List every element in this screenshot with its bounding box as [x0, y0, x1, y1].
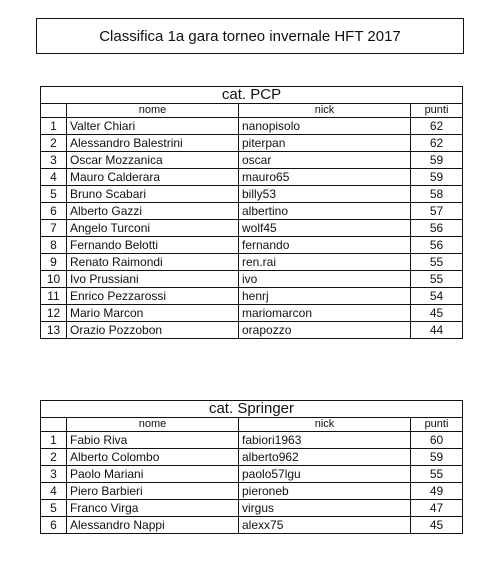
- rank-cell: 11: [41, 288, 67, 305]
- points-cell: 59: [411, 169, 463, 186]
- table-cat-pcp: [40, 86, 463, 339]
- rank-cell: 13: [41, 322, 67, 339]
- table-row: [41, 169, 463, 186]
- nick-cell: fabiori1963: [239, 432, 411, 449]
- table-row: [41, 483, 463, 500]
- table-row: [41, 135, 463, 152]
- points-cell: 62: [411, 135, 463, 152]
- table-row: [41, 432, 463, 449]
- points-cell: 56: [411, 237, 463, 254]
- points-cell: 62: [411, 118, 463, 135]
- points-cell: 45: [411, 517, 463, 534]
- table-row: [41, 288, 463, 305]
- points-cell: 49: [411, 483, 463, 500]
- name-cell: Valter Chiari: [67, 118, 239, 135]
- table-row: [41, 237, 463, 254]
- name-cell: Piero Barbieri: [67, 483, 239, 500]
- rank-cell: 5: [41, 186, 67, 203]
- category-title: cat. Springer: [41, 401, 463, 418]
- points-cell: 58: [411, 186, 463, 203]
- name-cell: Franco Virga: [67, 500, 239, 517]
- nick-cell: fernando: [239, 237, 411, 254]
- name-cell: Angelo Turconi: [67, 220, 239, 237]
- name-cell: Orazio Pozzobon: [67, 322, 239, 339]
- name-cell: Paolo Mariani: [67, 466, 239, 483]
- column-header-nick: nick: [239, 104, 411, 118]
- nick-cell: orapozzo: [239, 322, 411, 339]
- name-cell: Alberto Colombo: [67, 449, 239, 466]
- rank-cell: 12: [41, 305, 67, 322]
- points-cell: 59: [411, 449, 463, 466]
- table-row: [41, 305, 463, 322]
- table-cat-springer: [40, 400, 463, 534]
- points-cell: 45: [411, 305, 463, 322]
- nick-cell: alexx75: [239, 517, 411, 534]
- rank-cell: 4: [41, 169, 67, 186]
- points-cell: 55: [411, 254, 463, 271]
- name-cell: Alessandro Nappi: [67, 517, 239, 534]
- nick-cell: paolo57lgu: [239, 466, 411, 483]
- table-row: [41, 203, 463, 220]
- table-row: [41, 271, 463, 288]
- points-cell: 59: [411, 152, 463, 169]
- column-header-rank: [41, 418, 67, 432]
- nick-cell: alberto962: [239, 449, 411, 466]
- nick-cell: mariomarcon: [239, 305, 411, 322]
- nick-cell: oscar: [239, 152, 411, 169]
- points-cell: 57: [411, 203, 463, 220]
- table-row: [41, 449, 463, 466]
- name-cell: Mauro Calderara: [67, 169, 239, 186]
- column-header-nick: nick: [239, 418, 411, 432]
- table-row: [41, 186, 463, 203]
- table-row: [41, 118, 463, 135]
- column-header-points: punti: [411, 104, 463, 118]
- column-header-name: nome: [67, 418, 239, 432]
- rank-cell: 3: [41, 152, 67, 169]
- column-header-rank: [41, 104, 67, 118]
- rank-cell: 1: [41, 432, 67, 449]
- name-cell: Bruno Scabari: [67, 186, 239, 203]
- points-cell: 56: [411, 220, 463, 237]
- nick-cell: piterpan: [239, 135, 411, 152]
- nick-cell: billy53: [239, 186, 411, 203]
- name-cell: Alberto Gazzi: [67, 203, 239, 220]
- rank-cell: 10: [41, 271, 67, 288]
- name-cell: Fernando Belotti: [67, 237, 239, 254]
- name-cell: Renato Raimondi: [67, 254, 239, 271]
- nick-cell: pieroneb: [239, 483, 411, 500]
- rank-cell: 2: [41, 135, 67, 152]
- nick-cell: wolf45: [239, 220, 411, 237]
- table-row: [41, 466, 463, 483]
- points-cell: 54: [411, 288, 463, 305]
- table-row: [41, 220, 463, 237]
- nick-cell: henrj: [239, 288, 411, 305]
- points-cell: 44: [411, 322, 463, 339]
- name-cell: Mario Marcon: [67, 305, 239, 322]
- rank-cell: 9: [41, 254, 67, 271]
- category-title: cat. PCP: [41, 87, 463, 104]
- nick-cell: virgus: [239, 500, 411, 517]
- rank-cell: 2: [41, 449, 67, 466]
- rank-cell: 4: [41, 483, 67, 500]
- rank-cell: 3: [41, 466, 67, 483]
- nick-cell: mauro65: [239, 169, 411, 186]
- rank-cell: 7: [41, 220, 67, 237]
- points-cell: 47: [411, 500, 463, 517]
- nick-cell: ren.rai: [239, 254, 411, 271]
- rank-cell: 5: [41, 500, 67, 517]
- name-cell: Fabio Riva: [67, 432, 239, 449]
- table-row: [41, 152, 463, 169]
- name-cell: Oscar Mozzanica: [67, 152, 239, 169]
- table-row: [41, 517, 463, 534]
- nick-cell: albertino: [239, 203, 411, 220]
- points-cell: 55: [411, 466, 463, 483]
- points-cell: 55: [411, 271, 463, 288]
- name-cell: Alessandro Balestrini: [67, 135, 239, 152]
- name-cell: Ivo Prussiani: [67, 271, 239, 288]
- nick-cell: nanopisolo: [239, 118, 411, 135]
- table-row: [41, 500, 463, 517]
- name-cell: Enrico Pezzarossi: [67, 288, 239, 305]
- rank-cell: 6: [41, 203, 67, 220]
- column-header-name: nome: [67, 104, 239, 118]
- points-cell: 60: [411, 432, 463, 449]
- document-title: Classifica 1a gara torneo invernale HFT 2017: [36, 18, 464, 54]
- rank-cell: 6: [41, 517, 67, 534]
- nick-cell: ivo: [239, 271, 411, 288]
- column-header-points: punti: [411, 418, 463, 432]
- rank-cell: 8: [41, 237, 67, 254]
- table-row: [41, 322, 463, 339]
- rank-cell: 1: [41, 118, 67, 135]
- table-row: [41, 254, 463, 271]
